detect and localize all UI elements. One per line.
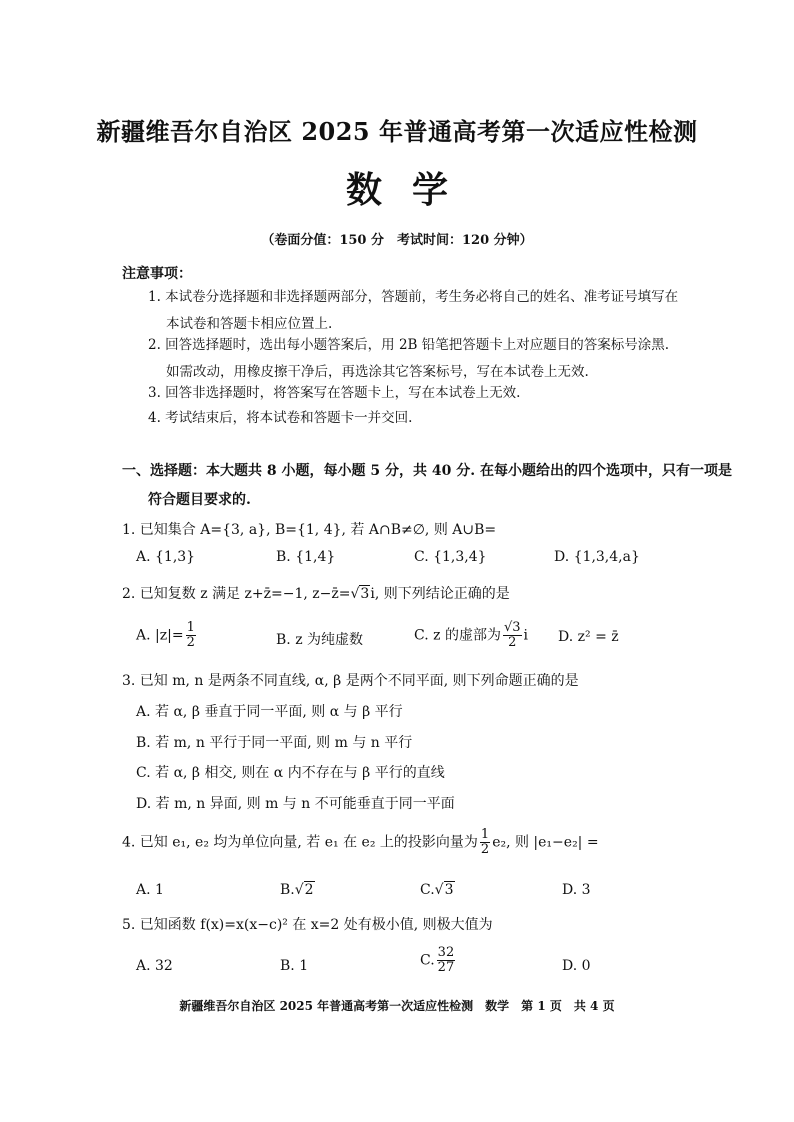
- sqrt3-radicand: 3: [444, 882, 454, 898]
- question-3-stem: 3. 已知 m, n 是两条不同直线, α, β 是两个不同平面, 则下列命题正确的是: [122, 673, 579, 689]
- sqrt3-expression: √3: [434, 882, 454, 898]
- fraction-denominator: 27: [437, 960, 455, 975]
- question-2-stem-suffix: i, 则下列结论正确的是: [370, 586, 510, 602]
- question-3-option-a: A. 若 α, β 垂直于同一平面, 则 α 与 β 平行: [136, 704, 403, 720]
- sqrt2-radicand: 2: [304, 882, 314, 898]
- question-5-option-d: D. 0: [562, 958, 591, 974]
- fraction-denominator: 2: [186, 635, 195, 650]
- sqrt3-radicand: 3: [360, 586, 370, 602]
- question-4-option-c: [420, 882, 455, 898]
- fraction-numerator: √3: [503, 620, 521, 635]
- question-5-stem: 5. 已知函数 f(x)=x(x−c)² 在 x=2 处有极小值, 则极大值为: [122, 917, 493, 933]
- fraction-numerator: 1: [186, 620, 195, 635]
- sqrt2-expression: √2: [294, 882, 314, 898]
- question-2-stem: [122, 583, 510, 603]
- question-5-option-a: A. 32: [136, 958, 173, 974]
- question-5-option-c: [420, 946, 457, 975]
- section1-heading: 一、选择题：本大题共 8 小题，每小题 5 分，共 40 分. 在每小题给出的四个选项中，只有一项是: [122, 463, 732, 479]
- question-4-option-d: D. 3: [562, 882, 591, 898]
- question-4-option-b: [280, 882, 315, 898]
- question-5-option-c-prefix: C.: [420, 952, 435, 969]
- fraction: [437, 946, 456, 975]
- sqrt3-expression: √3: [350, 586, 370, 602]
- section1-heading-cont: 符合题目要求的.: [148, 492, 251, 508]
- question-4-option-b-prefix: B.: [280, 882, 295, 898]
- question-2-option-a: [136, 621, 198, 650]
- fraction: [186, 621, 196, 650]
- question-3-option-d: D. 若 m, n 异面, 则 m 与 n 不可能垂直于同一平面: [136, 796, 455, 812]
- fraction: [480, 828, 490, 857]
- fraction-denominator: 2: [480, 842, 490, 857]
- question-4-option-c-prefix: C.: [420, 882, 435, 898]
- question-2-option-c-prefix: C. z 的虚部为: [414, 627, 501, 644]
- fraction: [503, 621, 522, 650]
- question-1-option-d: D. {1,3,4,a}: [554, 549, 640, 565]
- question-2-option-b: B. z 为纯虚数: [276, 632, 364, 648]
- note-1: 1. 本试卷分选择题和非选择题两部分，答题前，考生务必将自己的姓名、准考证号填写在: [148, 289, 679, 305]
- question-1-stem: 1. 已知集合 A={3, a}, B={1, 4}, 若 A∩B≠∅, 则 A∪B=: [122, 522, 497, 538]
- note-3: 3. 回答非选择题时，将答案写在答题卡上，写在本试卷上无效.: [148, 385, 521, 401]
- question-4-stem-suffix: e₂, 则 |e₁−e₂| =: [492, 834, 599, 851]
- notes-heading: 注意事项：: [122, 266, 192, 282]
- question-2-option-c-suffix: i: [523, 627, 528, 644]
- question-2-stem-prefix: 2. 已知复数 z 满足 z+z̄=−1, z−z̄=: [122, 586, 351, 602]
- question-3-option-b: B. 若 m, n 平行于同一平面, 则 m 与 n 平行: [136, 735, 413, 751]
- question-1-option-b: B. {1,4}: [276, 549, 336, 565]
- question-5-option-b: B. 1: [280, 958, 309, 974]
- subject-title: 数学: [345, 169, 478, 211]
- exam-title: 新疆维吾尔自治区 2025 年普通高考第一次适应性检测: [96, 117, 698, 146]
- page-footer: 新疆维吾尔自治区 2025 年普通高考第一次适应性检测 数学 第 1 页 共 4 页: [179, 999, 615, 1013]
- fraction-denominator: 2: [508, 635, 517, 650]
- question-4-stem: [122, 828, 599, 857]
- question-4-stem-prefix: 4. 已知 e₁, e₂ 均为单位向量, 若 e₁ 在 e₂ 上的投影向量为: [122, 834, 478, 851]
- question-3-option-c: C. 若 α, β 相交, 则在 α 内不存在与 β 平行的直线: [136, 765, 445, 781]
- question-1-option-c: C. {1,3,4}: [414, 549, 487, 565]
- note-4: 4. 考试结束后，将本试卷和答题卡一并交回.: [148, 410, 413, 426]
- question-2-option-d: D. z² = z̄: [558, 629, 619, 645]
- note-2-cont: 如需改动，用橡皮擦干净后，再选涂其它答案标号，写在本试卷上无效.: [166, 364, 589, 380]
- note-1-cont: 本试卷和答题卡相应位置上.: [166, 316, 333, 332]
- note-2: 2. 回答选择题时，选出每小题答案后，用 2B 铅笔把答题卡上对应题目的答案标号涂黑.: [148, 337, 670, 353]
- fraction-numerator: 1: [480, 827, 490, 842]
- question-2-option-c: [414, 621, 528, 650]
- question-2-option-a-prefix: A. |z|=: [136, 627, 184, 644]
- score-time-info: （卷面分值：150 分 考试时间：120 分钟）: [261, 233, 533, 248]
- question-1-option-a: A. {1,3}: [136, 549, 196, 565]
- fraction-numerator: 32: [437, 945, 455, 960]
- question-4-option-a: A. 1: [136, 882, 164, 898]
